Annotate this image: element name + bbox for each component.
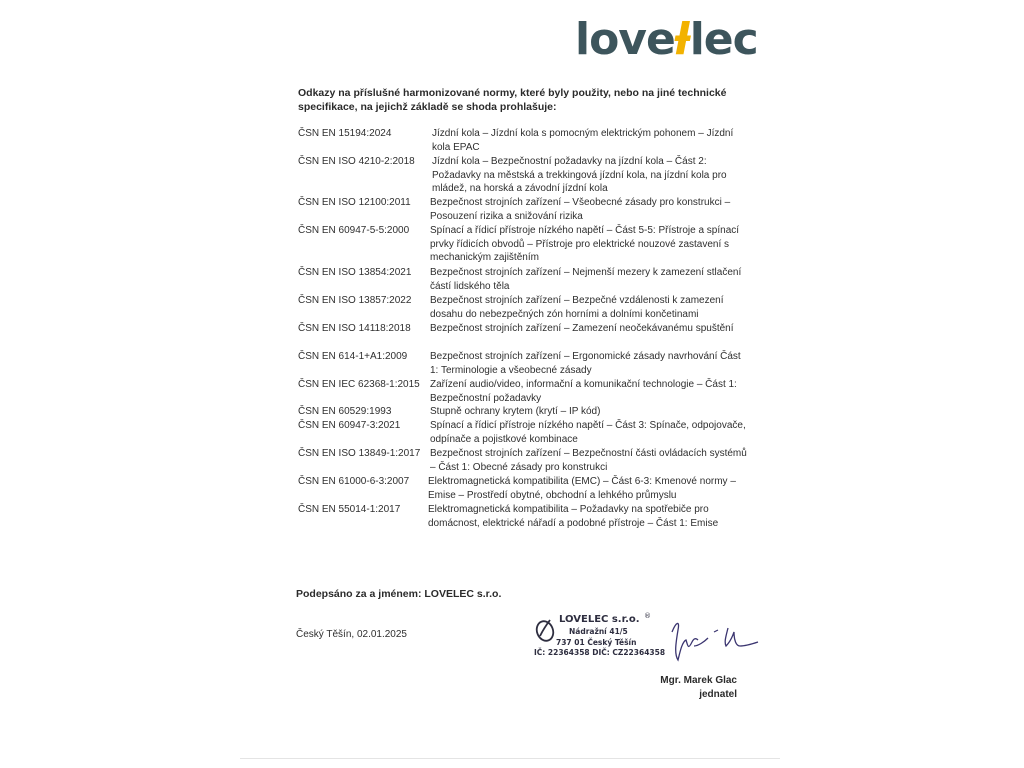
- stamp-address-street: Nádražní 41/5: [569, 627, 628, 636]
- signed-on-behalf: Podepsáno za a jménem: LOVELEC s.r.o.: [296, 588, 502, 600]
- standard-code: ČSN EN ISO 13854:2021: [298, 267, 412, 278]
- standard-description: Bezpečnost strojních zařízení – Všeobecné zásady pro konstrukci – Posouzení rizika a snižování rizika: [430, 197, 731, 222]
- stamp-company-ids: IČ: 22364358 DIČ: CZ22364358: [534, 648, 666, 657]
- stamp-registered-mark: ®: [644, 612, 651, 620]
- standard-code: ČSN EN ISO 4210-2:2018: [298, 156, 415, 167]
- standard-description: Bezpečnost strojních zařízení – Zamezení neočekávanému spuštění: [430, 323, 734, 334]
- stamp-address-city: 737 01 Český Těšín: [556, 638, 637, 647]
- standard-description: Jízdní kola – Jízdní kola s pomocným elektrickým pohonem – Jízdní kola EPAC: [432, 128, 734, 153]
- logo-text-love: love: [575, 14, 675, 65]
- standard-code: ČSN EN IEC 62368-1:2015: [298, 379, 420, 390]
- logo-bolt-icon: ƚ: [674, 14, 690, 65]
- standard-description: Bezpečnost strojních zařízení – Bezpečné vzdálenosti k zamezení dosahu do nebezpečných zón horními a dolními končetinami: [430, 295, 724, 320]
- standard-code: ČSN EN 60947-3:2021: [298, 420, 401, 431]
- standard-description: Elektromagnetická kompatibilita (EMC) – Část 6-3: Kmenové normy – Emise – Prostředí obytné, obchodní a lehkého průmyslu: [428, 476, 736, 501]
- standard-description: Bezpečnost strojních zařízení – Bezpečnostní části ovládacích systémů – Část 1: Obecné zásady pro konstrukci: [430, 448, 747, 473]
- standard-description: Jízdní kola – Bezpečnostní požadavky na jízdní kola – Část 2: Požadavky na městská a trekkingová jízdní kola, na jízdní kola pro mládež, na horská a závodní jízdní kola: [432, 156, 727, 195]
- intro-text: Odkazy na příslušné harmonizované normy, které byly použity, nebo na jiné technické specifikace, na jejichž základě se shoda prohlašuje:: [298, 87, 727, 113]
- standard-code: ČSN EN 60529:1993: [298, 406, 392, 417]
- stamp-mark-icon: [534, 616, 556, 644]
- logo-text-lec: lec: [689, 14, 758, 65]
- standard-description: Spínací a řídicí přístroje nízkého napětí – Část 3: Spínače, odpojovače, odpínače a pojistkové kombinace: [430, 420, 746, 445]
- standard-code: ČSN EN 614-1+A1:2009: [298, 351, 408, 362]
- standard-code: ČSN EN 61000-6-3:2007: [298, 476, 410, 487]
- page-edge-divider: [240, 758, 780, 759]
- standard-code: ČSN EN ISO 13849-1:2017: [298, 448, 421, 459]
- standard-description: Spínací a řídicí přístroje nízkého napětí – Část 5-5: Přístroje a spínací prvky řídicích obvodů – Přístroje pro elektrické nouzové zastavení s mechanickým zajištěním: [430, 225, 740, 264]
- handwritten-signature: [668, 612, 760, 664]
- standard-description: Stupně ochrany krytem (krytí – IP kód): [430, 406, 601, 417]
- standard-code: ČSN EN ISO 13857:2022: [298, 295, 412, 306]
- standard-code: ČSN EN 60947-5-5:2000: [298, 225, 410, 236]
- standard-code: ČSN EN ISO 12100:2011: [298, 197, 411, 208]
- standard-description: Bezpečnost strojních zařízení – Nejmenší mezery k zamezení stlačení částí lidského těla: [430, 267, 742, 292]
- company-stamp: [534, 610, 664, 662]
- place-date: Český Těšín, 02.01.2025: [296, 629, 407, 640]
- lovelec-logo: [575, 14, 758, 66]
- standard-description: Elektromagnetická kompatibilita – Požadavky na spotřebiče pro domácnost, elektrické nářadí a podobné přístroje – Část 1: Emise: [428, 504, 719, 529]
- signer-name: Mgr. Marek Glac: [660, 675, 737, 686]
- stamp-company-name: LOVELEC s.r.o.: [559, 614, 640, 625]
- standard-code: ČSN EN 15194:2024: [298, 128, 392, 139]
- standard-description: Bezpečnost strojních zařízení – Ergonomické zásady navrhování Část 1: Terminologie a všeobecné zásady: [430, 351, 741, 376]
- standard-code: ČSN EN ISO 14118:2018: [298, 323, 411, 334]
- standard-description: Zařízení audio/video, informační a komunikační technologie – Část 1: Bezpečnostní požadavky: [430, 379, 737, 404]
- standard-code: ČSN EN 55014-1:2017: [298, 504, 401, 515]
- signer-role: jednatel: [699, 689, 737, 700]
